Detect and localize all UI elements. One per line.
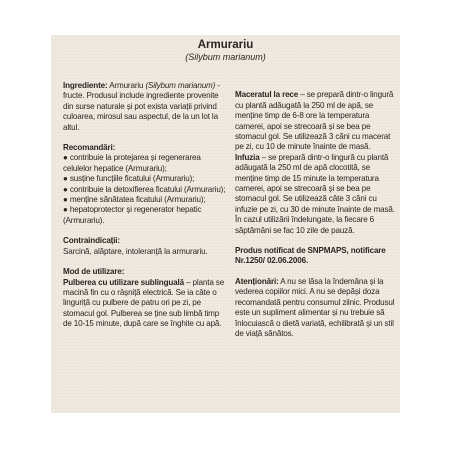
- usage-heading: Mod de utilizare:: [63, 267, 125, 277]
- notification-text: Produs notificat de SNPMAPS, notificare Nr.1250/ 02.06.2006.: [235, 246, 386, 266]
- recommendation-item: ● hepatoprotector și regenerator hepatic (Armurariu).: [63, 205, 202, 225]
- recommendation-item: ● susține funcțiile ficatului (Armurariu);: [63, 174, 195, 184]
- usage-infusion-paragraph: [235, 153, 397, 236]
- recommendation-item: ● contribuie la detoxifierea ficatului (Armurariu);: [63, 184, 226, 194]
- recommendations-heading: Recomandări:: [63, 143, 116, 153]
- left-column: [63, 81, 229, 330]
- ingredients-label: Ingrediente:: [63, 81, 108, 90]
- product-label: [51, 35, 400, 413]
- contraindications-heading: Contraindicații:: [63, 236, 120, 246]
- recommendation-item: ● menține sănătatea ficatului (Armurariu);: [63, 195, 206, 205]
- usage-cold-label: Maceratul la rece: [235, 90, 299, 100]
- usage-infusion-label: Infuzia: [235, 152, 260, 162]
- ingredients-name: Armurariu: [109, 81, 144, 90]
- usage-infusion-text: – se prepară dintr-o lingură cu plantă adăugată la 250 ml de apă clocotită, se menține timp de 15 minute la temperatura camerei, apoi se strecoară și se bea pe stomacul gol. Se utilizează câte 3 căni cu infuzie pe zi, cu 30 de minute înainte de masă. În cazul utilizării îndelungate, la fiecare 6 săptămâni se fac 10 zile de pauză.: [235, 152, 395, 235]
- right-column: [235, 80, 397, 339]
- usage-cold-text: – se prepară dintr-o lingură cu plantă adăugată la 250 ml de apă, se menține timp de 6-8 ore la temperatura camerei, apoi se strecoară și se bea pe stomacul gol. Se utilizează 3 căni cu macerat pe zi, cu 10 de minute înainte de masă.: [235, 90, 394, 152]
- usage-powder-text: – planta se macină fin cu o râșniță electrică. Se ia câte o linguriță cu pulbere de patru ori pe zi, pe stomacul gol. Pulberea se ține sub limbă timp de 10-15 minute, după care se înghite cu apă.: [63, 277, 225, 329]
- usage-powder-paragraph: [63, 278, 229, 330]
- usage-powder-label: Pulberea cu utilizare sublinguală: [63, 277, 184, 287]
- recommendation-item: ● contribuie la protejarea și regenerarea celulelor hepatice (Armurariu);: [63, 153, 201, 173]
- warnings-heading: Atenționări:: [235, 276, 279, 286]
- warnings-text: A nu se lăsa la îndemâna și la vederea copiilor mici. A nu se depăși doza recomandată pentru consumul zilnic. Produsul este un supliment alimentar și nu trebuie să înlocuiască o dietă variată, echilibrată și un stil de viață sănătos.: [235, 276, 395, 338]
- ingredients-latin: (Silybum marianum): [145, 81, 216, 90]
- warnings-paragraph: [235, 277, 397, 339]
- product-subtitle: (Silybum marianum): [185, 52, 266, 62]
- usage-cold-paragraph: [235, 90, 397, 152]
- contraindications-text: Sarcină, alăptare, intoleranță la armurariu.: [63, 246, 208, 256]
- ingredients-paragraph: [63, 81, 229, 133]
- product-title: Armurariu: [197, 39, 254, 51]
- ingredients-text: - fructe. Produsul include ingrediente provenite din surse naturale și pot exista variații privind culoarea, mirosul sau aspectul, de la un lot la altul.: [63, 81, 220, 132]
